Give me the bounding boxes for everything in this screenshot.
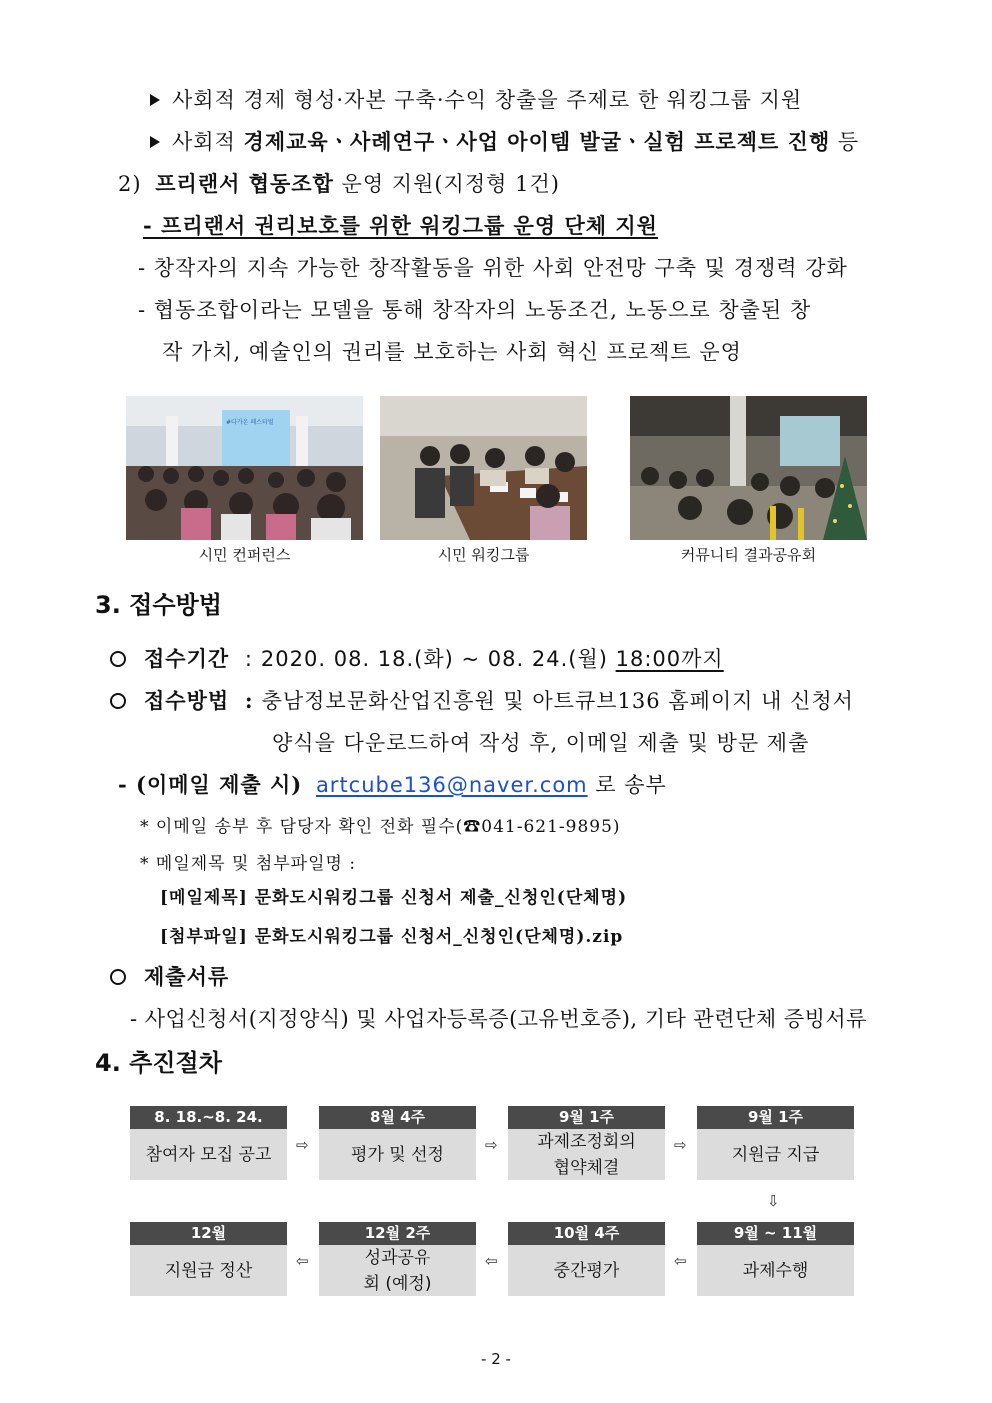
step-label: 참여자 모집 공고 [130, 1129, 287, 1180]
docs-row: 제출서류 [110, 961, 229, 991]
step-date: 8. 18.~8. 24. [130, 1106, 287, 1129]
bullet-item: 사회적 경제교육ㆍ사례연구ㆍ사업 아이템 발굴ㆍ실험 프로젝트 진행 등 [150, 126, 859, 156]
method-row-continuation: 양식을 다운로드하여 작성 후, 이메일 제출 및 방문 제출 [272, 731, 810, 755]
note: * 메일제목 및 첨부파일명 : [140, 854, 357, 874]
circle-bullet-icon [110, 969, 126, 985]
photo-community-result-sharing [630, 396, 867, 540]
process-step [130, 1222, 287, 1296]
photo-caption: 시민 컨퍼런스 [198, 546, 291, 564]
triangle-bullet-icon [150, 94, 160, 106]
process-step [319, 1222, 476, 1296]
page-number: - 2 - [481, 1350, 511, 1368]
circle-bullet-icon [110, 651, 126, 667]
photo-citizen-working-group [380, 396, 587, 540]
arrow-down-icon: ⇩ [767, 1192, 780, 1210]
step-date: 12월 [130, 1222, 287, 1245]
step-date: 8월 4주 [319, 1106, 476, 1129]
process-step [697, 1222, 854, 1296]
numbered-item: 2) 프리랜서 협동조합 운영 지원(지정형 1건) [118, 171, 560, 196]
photo-citizen-conference [126, 396, 363, 540]
bullet-item: 사회적 경제 형성·자본 구축·수익 창출을 주제로 한 워킹그룹 지원 [150, 84, 802, 114]
note: * 이메일 송부 후 담당자 확인 전화 필수(☎041-621-9895) [140, 817, 621, 837]
step-date: 10월 4주 [508, 1222, 665, 1245]
step-date: 9월 ~ 11월 [697, 1222, 854, 1245]
arrow-left-icon: ⇦ [296, 1252, 309, 1270]
photo-caption: 시민 워킹그룹 [437, 546, 530, 564]
dash-item-highlight: - 프리랜서 권리보호를 위한 워킹그룹 운영 단체 지원 [143, 213, 658, 238]
arrow-right-icon: ⇨ [296, 1136, 309, 1154]
circle-bullet-icon [110, 693, 126, 709]
process-step [508, 1222, 665, 1296]
step-date: 9월 1주 [508, 1106, 665, 1129]
section-title: 4. 추진절차 [95, 1049, 222, 1077]
step-label: 지원금 지급 [697, 1129, 854, 1180]
arrow-right-icon: ⇨ [485, 1136, 498, 1154]
process-step [130, 1106, 287, 1180]
step-label: 지원금 정산 [130, 1245, 287, 1296]
mail-title-format: [메일제목] 문화도시워킹그룹 신청서 제출_신청인(단체명) [160, 888, 628, 908]
arrow-left-icon: ⇦ [485, 1252, 498, 1270]
method-row: 접수방법 : 충남정보문화산업진흥원 및 아트큐브136 홈페이지 내 신청서 [110, 685, 854, 715]
step-date: 9월 1주 [697, 1106, 854, 1129]
photo-caption: 커뮤니티 결과공유회 [680, 546, 817, 564]
section-title: 3. 접수방법 [95, 591, 222, 619]
process-step [697, 1106, 854, 1180]
step-label: 과제수행 [697, 1245, 854, 1296]
docs-value: - 사업신청서(지정양식) 및 사업자등록증(고유번호증), 기타 관련단체 증빙서류 [130, 1007, 867, 1031]
step-date: 12월 2주 [319, 1222, 476, 1245]
step-label: 평가 및 선정 [319, 1129, 476, 1180]
banner-text: #다가온 페스티벌 [226, 419, 274, 426]
step-label: 과제조정회의 협약체결 [508, 1129, 665, 1180]
email-row: - (이메일 제출 시) artcube136@naver.com 로 송부 [118, 772, 667, 797]
period-row: 접수기간 : 2020. 08. 18.(화) ~ 08. 24.(월) 18:00까지 [110, 643, 724, 673]
dash-item-continuation: 작 가치, 예술인의 권리를 보호하는 사회 혁신 프로젝트 운영 [162, 340, 742, 364]
dash-item: - 창작자의 지속 가능한 창작활동을 위한 사회 안전망 구축 및 경쟁력 강화 [138, 256, 848, 280]
process-step [319, 1106, 476, 1180]
step-label: 성과공유회 (예정) [319, 1245, 476, 1296]
dash-item: - 협동조합이라는 모델을 통해 창작자의 노동조건, 노동으로 창출된 창 [138, 298, 812, 322]
arrow-left-icon: ⇦ [674, 1252, 687, 1270]
email-link[interactable]: artcube136@naver.com [315, 773, 588, 797]
arrow-right-icon: ⇨ [674, 1136, 687, 1154]
triangle-bullet-icon [150, 136, 160, 148]
process-step [508, 1106, 665, 1180]
mail-attach-format: [첨부파일] 문화도시워킹그룹 신청서_신청인(단체명).zip [160, 927, 624, 947]
step-label: 중간평가 [508, 1245, 665, 1296]
